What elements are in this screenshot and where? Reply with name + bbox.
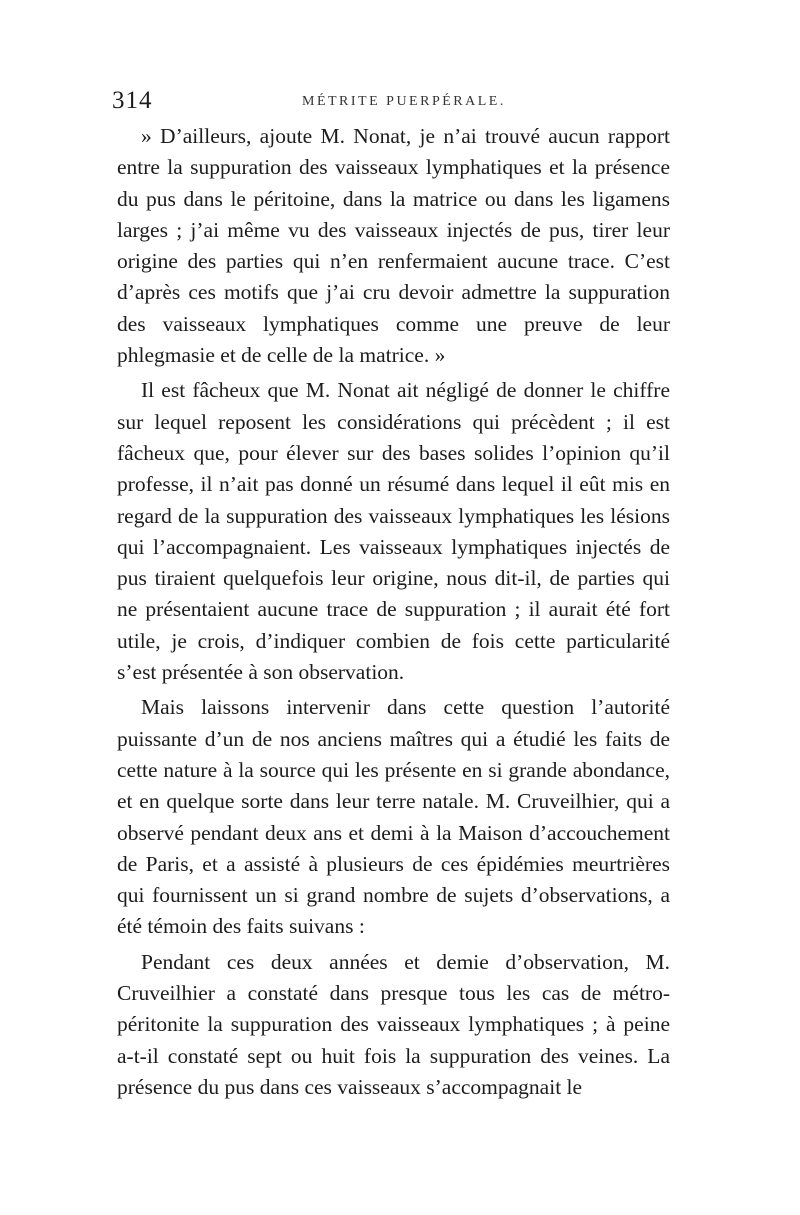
running-title: MÉTRITE PUERPÉRALE. [302,94,506,109]
body-text [117,121,670,1103]
page-number: 314 [112,87,153,114]
paragraph-cruveilhier: Mais laissons intervenir dans cette question l’autorité puissante d’un de nos anciens maîtres qui a étudié les faits de cette nature à la source qui les présente en si grande abondance, et en quelque sorte dans leur terre natale. M. Cruveilhier, qui a observé pendant deux ans et demi à la Maison d’accouchement de Paris, et a assisté à plusieurs de ces épidémies meurtrières qui fournissent un si grand nombre de sujets d’observations, a été témoin des faits suivans : [117,695,670,939]
paragraph-observation: Pendant ces deux années et demie d’observation, M. Cruveilhier a constaté dans presque tous les cas de métro-péritonite la suppuration des vaisseaux lymphatiques ; à peine a-t-il constaté sept ou huit fois la suppuration des veines. La présence du pus dans ces vaisseaux s’accompagnait le [117,949,670,1099]
paragraph-critique: Il est fâcheux que M. Nonat ait négligé de donner le chiffre sur lequel reposent les considérations qui précèdent ; il est fâcheux que, pour élever sur des bases solides l’opinion qu’il professe, il n’ait pas donné un résumé dans lequel il eût mis en regard de la suppuration des vaisseaux lymphatiques les lésions qui l’accompagnaient. Les vaisseaux lymphatiques injectés de pus tiraient quelquefois leur origine, nous dit-il, de parties qui ne présentaient aucune trace de suppuration ; il aurait été fort utile, je crois, d’indiquer combien de fois cette particularité s’est présentée à son observation. [117,378,670,685]
paragraph-quote-nonat: » D’ailleurs, ajoute M. Nonat, je n’ai trouvé aucun rapport entre la suppuration des vaisseaux lymphatiques et la présence du pus dans le péritoine, dans la matrice ou dans les ligamens larges ; j’ai même vu des vaisseaux injectés de pus, tirer leur origine des parties qui n’en renfermaient aucune trace. C’est d’après ces motifs que j’ai cru devoir admettre la suppuration des vaisseaux lymphatiques comme une preuve de leur phlegmasie et de celle de la matrice. » [117,124,670,368]
running-head [112,86,672,116]
